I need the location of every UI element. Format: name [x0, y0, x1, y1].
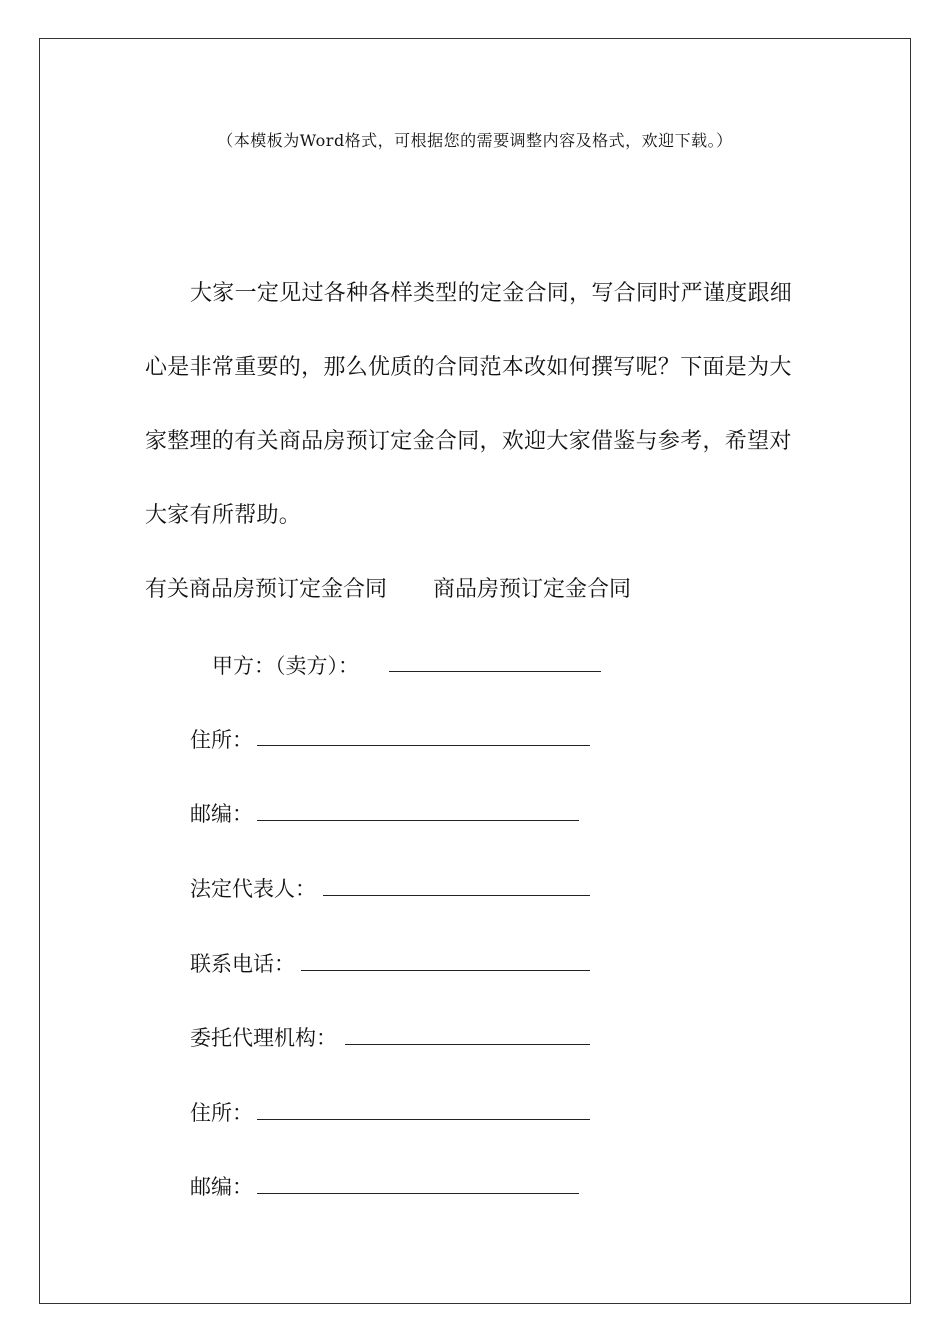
contract-title-main: 有关商品房预订定金合同: [145, 577, 388, 602]
field-postcode-1: [190, 798, 253, 828]
field-phone: [190, 948, 295, 978]
contract-title: [145, 572, 631, 603]
field-address-1: [190, 724, 253, 754]
intro-line-3: 家整理的有关商品房预订定金合同，欢迎大家借鉴与参考，希望对: [145, 429, 792, 454]
field-postcode-2-label: 邮编：: [190, 1175, 253, 1199]
template-note: （本模板为Word格式，可根据您的需要调整内容及格式，欢迎下载。）: [217, 131, 733, 150]
field-address-2-label: 住所：: [190, 1101, 253, 1125]
field-postcode-1-label: 邮编：: [190, 802, 253, 826]
field-agent: [190, 1022, 337, 1052]
field-legal-rep: [190, 873, 316, 903]
field-legal-rep-label: 法定代表人：: [190, 877, 316, 901]
contract-title-sub: 商品房预订定金合同: [433, 577, 632, 602]
intro-line-4: 大家有所帮助。: [145, 503, 302, 528]
field-party-a: [212, 650, 359, 680]
field-address-1-label: 住所：: [190, 728, 253, 752]
field-party-a-label: 甲方：（卖方）：: [212, 654, 359, 678]
field-agent-label: 委托代理机构：: [190, 1026, 337, 1050]
intro-line-2: 心是非常重要的，那么优质的合同范本改如何撰写呢？下面是为大: [145, 355, 792, 380]
field-address-2: [190, 1097, 253, 1127]
field-phone-label: 联系电话：: [190, 952, 295, 976]
intro-line-1: 大家一定见过各种各样类型的定金合同，写合同时严谨度跟细: [190, 281, 793, 306]
field-postcode-2: [190, 1171, 253, 1201]
